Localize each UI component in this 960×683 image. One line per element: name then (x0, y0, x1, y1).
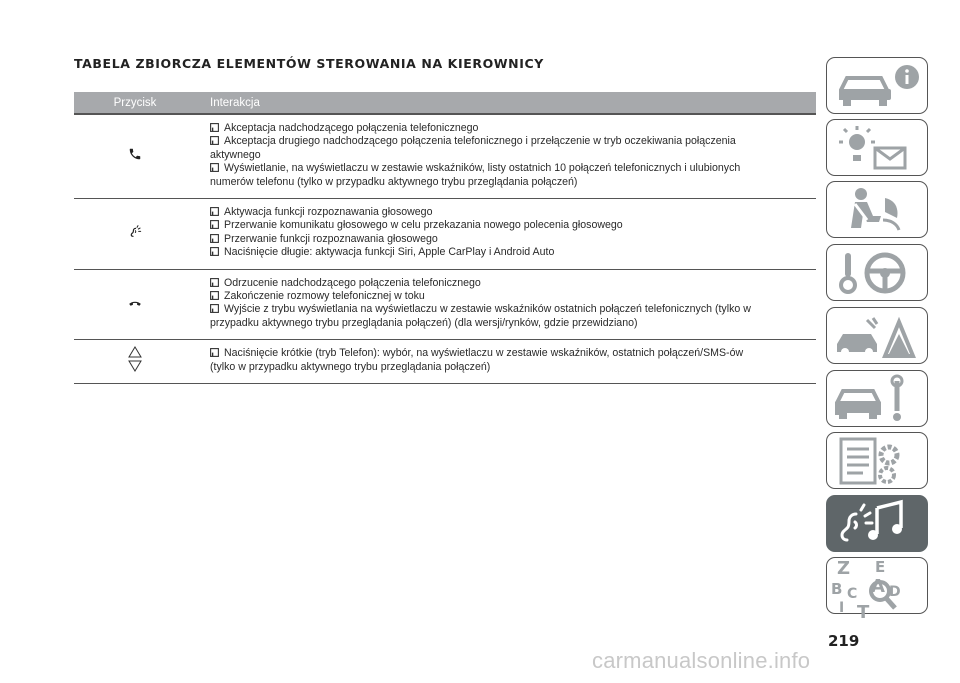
interaction-line (210, 303, 816, 316)
header-button: Przycisk (113, 96, 157, 109)
interaction-text: Wyjście z trybu wyświetlania na wyświetlaczu w zestawie wskaźników ostatnich połączeń telefonicznych (tylko w (224, 303, 751, 316)
button-cell (74, 199, 196, 269)
interaction-text: Przerwanie funkcji rozpoznawania głosowego (224, 232, 438, 245)
interaction-text: (tylko w przypadku aktywnego trybu przeglądania połączeń) (210, 360, 491, 373)
index-letter: C (847, 586, 858, 602)
side-nav-tab[interactable] (826, 370, 928, 427)
side-nav-tab[interactable] (826, 181, 928, 238)
interaction-line (210, 290, 816, 303)
index-letter: B (831, 580, 843, 598)
interaction-text: Zakończenie rozmowy telefonicznej w toku (224, 290, 425, 303)
index-letter: I (839, 600, 845, 616)
checkbox-bullet-icon (210, 234, 219, 243)
interaction-line (210, 162, 816, 175)
phone-answer-icon (128, 147, 142, 166)
voice-command-icon (127, 223, 143, 244)
watermark: carmanualsonline.info (592, 648, 811, 673)
checkbox-bullet-icon (210, 348, 219, 357)
interaction-line (210, 361, 816, 374)
index-letter: E (875, 558, 886, 576)
interaction-cell (196, 270, 816, 340)
interaction-text: przypadku aktywnego trybu przeglądania połączeń) (dla wersji/rynków, gdzie przewidziano) (210, 316, 638, 329)
side-nav-tab[interactable] (826, 119, 928, 176)
interaction-text: Akceptacja nadchodzącego połączenia telefonicznego (224, 122, 479, 134)
checkbox-bullet-icon (210, 163, 219, 172)
interaction-line (210, 135, 816, 148)
interaction-line (210, 176, 816, 189)
checkbox-bullet-icon (210, 136, 219, 145)
page-number: 219 (828, 632, 860, 650)
controls-summary-table (74, 92, 816, 384)
interaction-text: Akceptacja drugiego nadchodzącego połączenia telefonicznego i przełączenie w tryb oczekiwania połączenia (224, 135, 736, 148)
table-row (74, 199, 816, 270)
checkbox-bullet-icon (210, 291, 219, 300)
interaction-cell (196, 340, 816, 383)
interaction-line (210, 277, 816, 290)
interaction-text: Aktywacja funkcji rozpoznawania głosowego (224, 206, 433, 219)
interaction-text: Naciśnięcie krótkie (tryb Telefon): wybór, na wyświetlaczu w zestawie wskaźników, ostatnich połączeń/SMS-ów (224, 347, 744, 360)
checkbox-bullet-icon (210, 304, 219, 313)
interaction-text: Przerwanie komunikatu głosowego w celu przekazania nowego polecenia głosowego (224, 219, 623, 232)
table-row (74, 270, 816, 341)
button-cell (74, 270, 196, 340)
phone-hangup-icon (128, 295, 142, 313)
checkbox-bullet-icon (210, 123, 219, 132)
side-nav-tab[interactable] (826, 57, 928, 114)
interaction-text: aktywnego (210, 148, 261, 161)
table-row (74, 115, 816, 199)
interaction-text: Naciśnięcie długie: aktywacja funkcji Siri, Apple CarPlay i Android Auto (224, 246, 555, 259)
index-letter: Z (837, 558, 851, 579)
interaction-text: Wyświetlanie, na wyświetlaczu w zestawie wskaźników, listy ostatnich 10 połączeń telefonicznych i ulubionych (224, 162, 741, 175)
table-header (74, 92, 816, 113)
side-nav-tab[interactable] (826, 432, 928, 489)
interaction-cell (196, 115, 816, 198)
checkbox-bullet-icon (210, 207, 219, 216)
button-cell (74, 115, 196, 198)
checkbox-bullet-icon (210, 278, 219, 287)
side-nav-tab[interactable] (826, 495, 928, 552)
interaction-line (210, 206, 816, 219)
side-nav-tab[interactable] (826, 307, 928, 364)
table-row (74, 340, 816, 384)
interaction-cell (196, 199, 816, 269)
interaction-text: Odrzucenie nadchodzącego połączenia telefonicznego (224, 276, 481, 289)
side-nav-tab[interactable] (826, 557, 928, 623)
page-title: TABELA ZBIORCZA ELEMENTÓW STEROWANIA NA KIEROWNICY (74, 56, 544, 71)
index-letter: A (871, 576, 885, 597)
checkbox-bullet-icon (210, 220, 219, 229)
interaction-line (210, 219, 816, 232)
checkbox-bullet-icon (210, 247, 219, 256)
interaction-line (210, 233, 816, 246)
index-letter: T (857, 602, 870, 623)
interaction-line (210, 347, 816, 360)
header-interaction: Interakcja (210, 96, 260, 109)
interaction-line (210, 122, 816, 135)
interaction-text: numerów telefonu (tylko w przypadku aktywnego trybu przeglądania połączeń) (210, 175, 578, 188)
interaction-line (210, 246, 816, 259)
index-letter: D (889, 584, 901, 600)
button-cell (74, 340, 196, 383)
interaction-line (210, 149, 816, 162)
up-down-arrows-icon (128, 346, 142, 377)
interaction-line (210, 317, 816, 330)
side-nav-tab[interactable] (826, 244, 928, 301)
